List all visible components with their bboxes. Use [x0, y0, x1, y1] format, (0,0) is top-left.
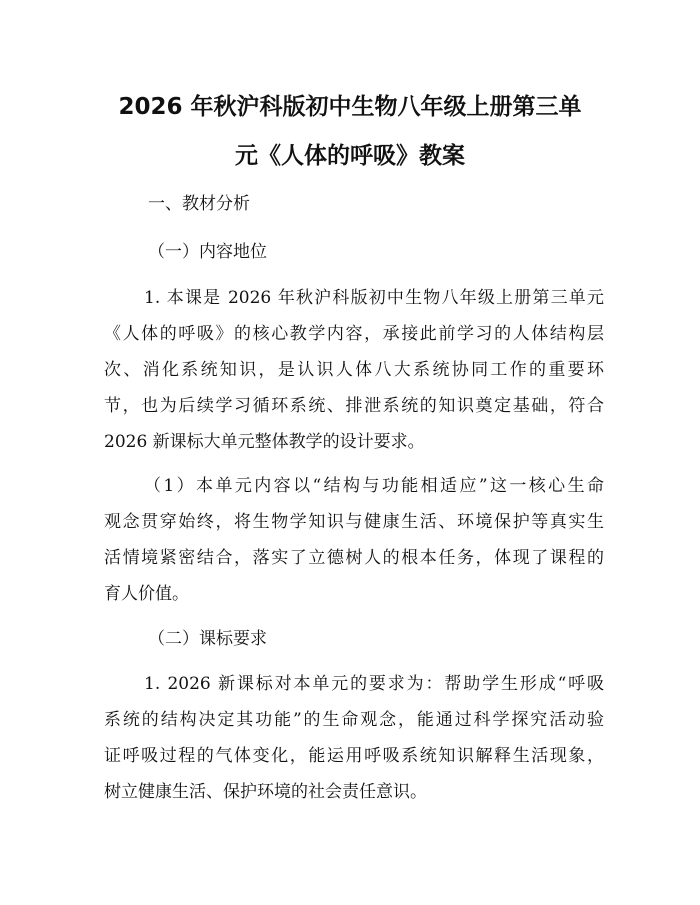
paragraph-line: 树立健康生活、保护环境的社会责任意识。 [104, 782, 427, 802]
paragraph-line: 2026 新课标大单元整体教学的设计要求。 [104, 432, 425, 452]
document-title-line-2: 元《人体的呼吸》教案 [235, 143, 465, 169]
paragraph-line: 1. 本课是 2026 年秋沪科版初中生物八年级上册第三单元 [144, 288, 604, 308]
paragraph-core-concept [104, 468, 604, 612]
paragraph-line: （1）本单元内容以“结构与功能相适应”这一核心生命 [144, 476, 604, 496]
paragraph-line: 1. 2026 新课标对本单元的要求为：帮助学生形成“呼吸 [144, 674, 604, 694]
paragraph-line: 证呼吸过程的气体变化，能运用呼吸系统知识解释生活现象， [104, 746, 604, 766]
paragraph-line: 次、消化系统知识，是认识人体八大系统协同工作的重要环 [104, 360, 604, 380]
paragraph-line: 育人价值。 [104, 584, 189, 604]
paragraph-course-position [104, 280, 604, 460]
subheading-content-position: （一）内容地位 [148, 242, 267, 262]
paragraph-curriculum-requirements [104, 666, 604, 810]
paragraph-line: 系统的结构决定其功能”的生命观念，能通过科学探究活动验 [104, 710, 604, 730]
paragraph-line: 活情境紧密结合，落实了立德树人的根本任务，体现了课程的 [104, 548, 604, 568]
section-heading-materials-analysis: 一、教材分析 [148, 194, 250, 214]
paragraph-line: 观念贯穿始终，将生物学知识与健康生活、环境保护等真实生 [104, 512, 604, 532]
subheading-curriculum-requirements: （二）课标要求 [148, 629, 267, 649]
document-title-line-1: 2026 年秋沪科版初中生物八年级上册第三单 [118, 94, 582, 120]
paragraph-line: 《人体的呼吸》的核心教学内容，承接此前学习的人体结构层 [104, 324, 604, 344]
paragraph-line: 节，也为后续学习循环系统、排泄系统的知识奠定基础，符合 [104, 396, 604, 416]
